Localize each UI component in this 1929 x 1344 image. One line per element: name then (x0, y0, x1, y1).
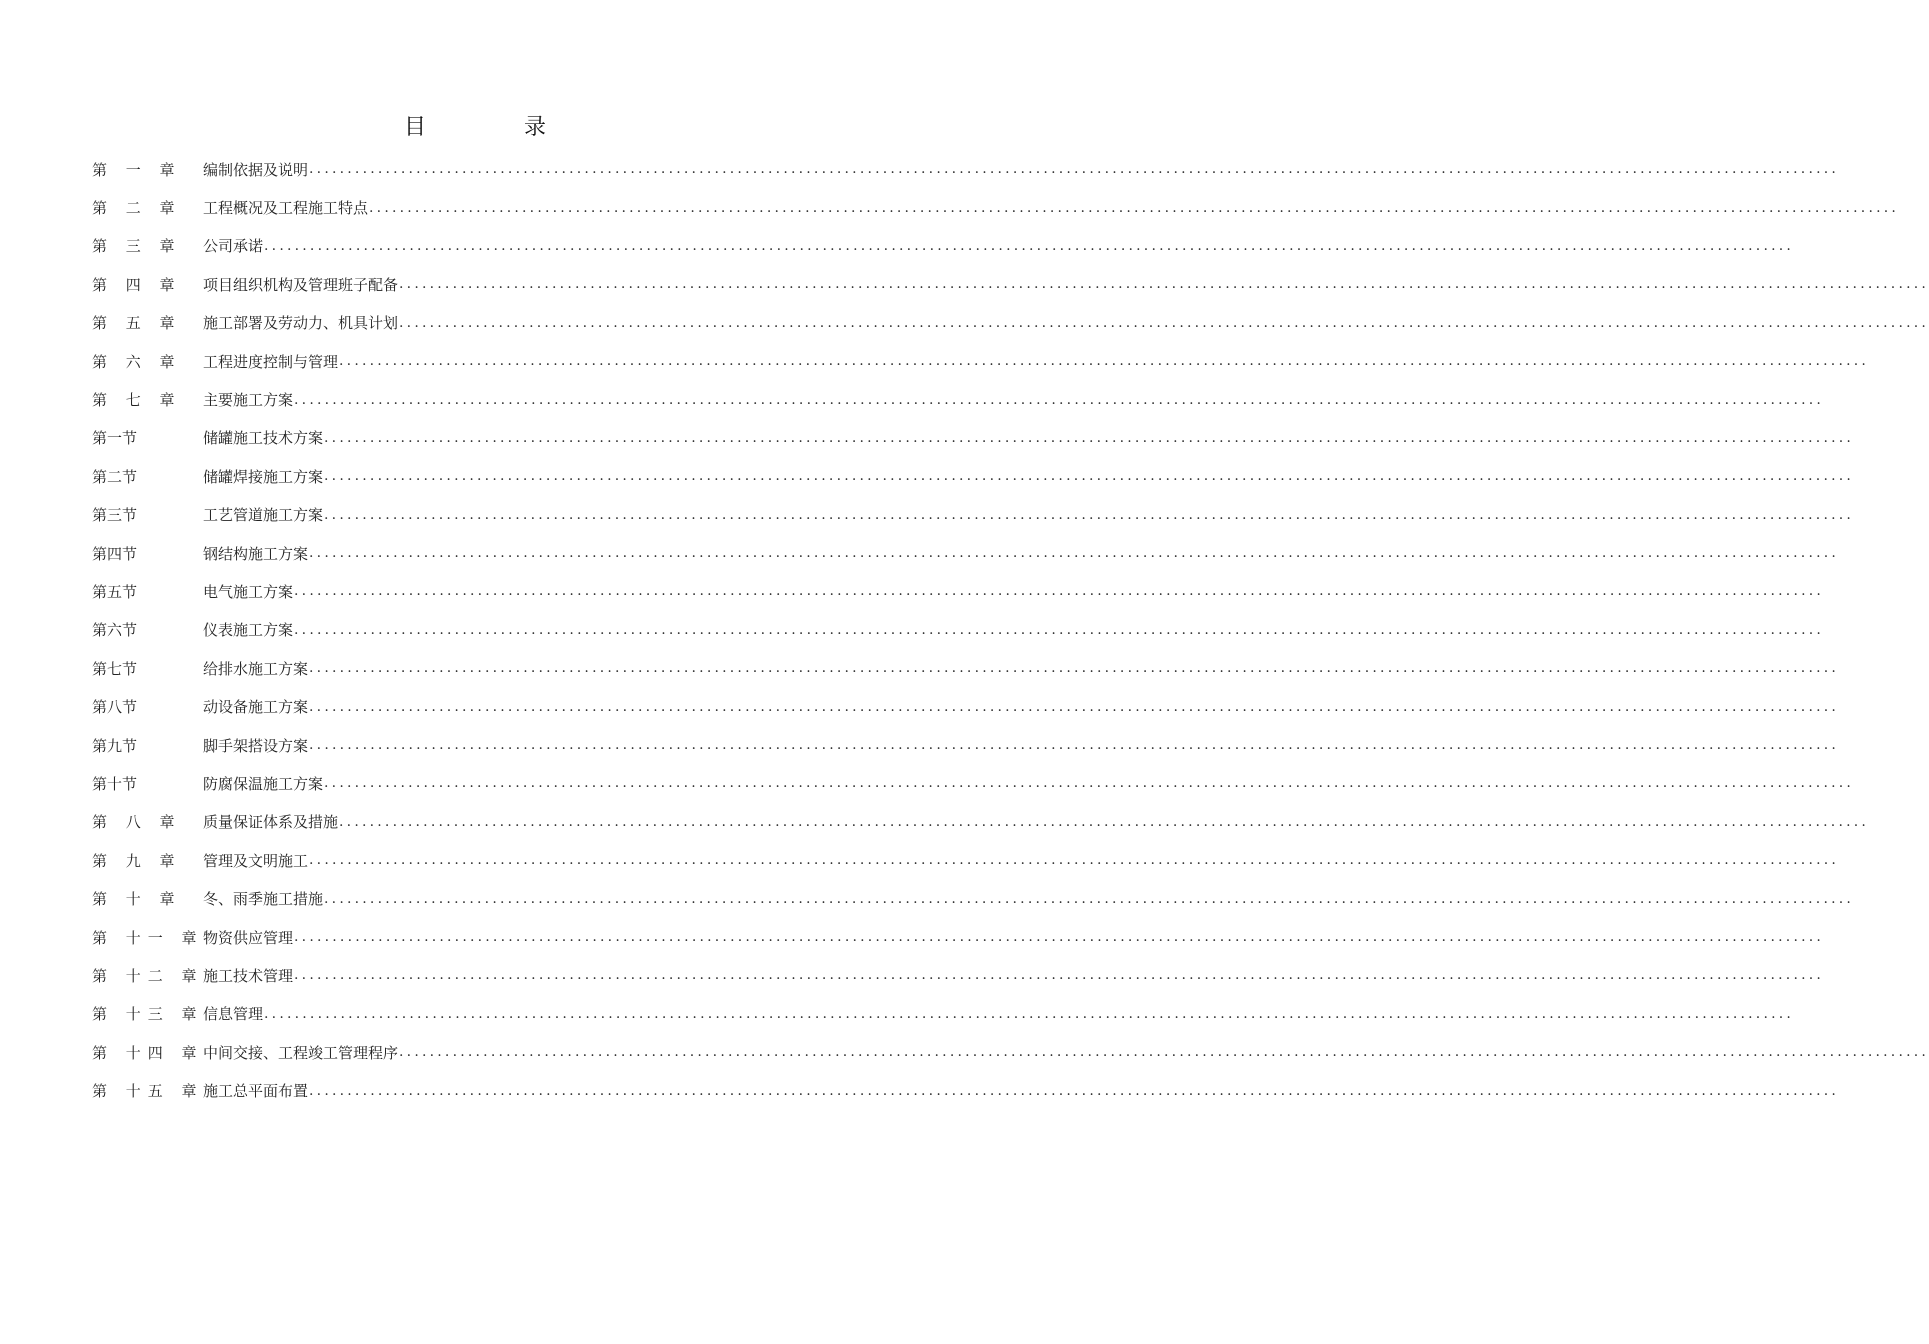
toc-heading: 质量保证体系及措施 (203, 813, 339, 832)
toc-chapter-label: 第 十 章 (92, 890, 182, 909)
toc-chapter-label: 第 六 章 (92, 352, 182, 371)
table-of-contents (92, 150, 1929, 1110)
toc-chapter-label: 第 七 章 (92, 391, 182, 410)
toc-chapter-label: 第 三 章 (92, 237, 182, 256)
toc-entry[interactable] (92, 918, 1825, 956)
toc-dot-leader: ........................................................................................................................................................................................................ (399, 314, 1929, 331)
toc-heading: 信息管理 (203, 1005, 264, 1024)
toc-entry[interactable] (92, 227, 1795, 265)
toc-section-label: 第十节 (92, 774, 138, 793)
toc-dot-leader: ........................................................................................................................................................................................................ (339, 353, 1870, 370)
toc-heading: 工艺管道施工方案 (203, 506, 324, 525)
toc-dot-leader: ........................................................................................................................................................................................................ (264, 237, 1795, 254)
toc-dot-leader: ........................................................................................................................................................................................................ (309, 161, 1840, 178)
toc-entry[interactable] (92, 150, 1840, 188)
toc-dot-leader: ........................................................................................................................................................................................................ (324, 468, 1855, 485)
toc-heading: 储罐施工技术方案 (203, 429, 324, 448)
toc-dot-leader: ........................................................................................................................................................................................................ (324, 775, 1855, 792)
toc-dot-leader: ........................................................................................................................................................................................................ (294, 967, 1825, 984)
toc-heading: 公司承诺 (203, 237, 264, 256)
toc-heading: 编制依据及说明 (203, 160, 309, 179)
toc-section-label: 第七节 (92, 659, 138, 678)
toc-dot-leader: ........................................................................................................................................................................................................ (309, 698, 1840, 715)
toc-entry[interactable] (92, 726, 1840, 764)
toc-entry[interactable] (92, 380, 1825, 418)
toc-chapter-label: 第 十三 章 (92, 1005, 204, 1024)
toc-heading: 中间交接、工程竣工管理程序 (203, 1043, 399, 1062)
toc-chapter-label: 第 五 章 (92, 314, 182, 333)
toc-entry[interactable] (92, 764, 1855, 802)
toc-section-label: 第八节 (92, 698, 138, 717)
toc-entry[interactable] (92, 687, 1840, 725)
toc-dot-leader: ........................................................................................................................................................................................................ (309, 545, 1840, 562)
toc-dot-leader: ........................................................................................................................................................................................................ (294, 929, 1825, 945)
toc-dot-leader: ........................................................................................................................................................................................................ (399, 1044, 1929, 1061)
toc-entry[interactable] (92, 534, 1840, 572)
toc-dot-leader: ........................................................................................................................................................................................................ (399, 276, 1929, 293)
toc-chapter-label: 第 九 章 (92, 851, 182, 870)
toc-entry[interactable] (92, 611, 1825, 649)
toc-heading: 工程概况及工程施工特点 (203, 199, 369, 218)
toc-dot-leader: ........................................................................................................................................................................................................ (264, 1005, 1795, 1022)
toc-dot-leader: ........................................................................................................................................................................................................ (324, 506, 1855, 523)
toc-section-label: 第五节 (92, 582, 138, 601)
toc-dot-leader: ........................................................................................................................................................................................................ (309, 737, 1840, 754)
toc-section-label: 第九节 (92, 736, 138, 755)
toc-chapter-label: 第 一 章 (92, 160, 182, 179)
toc-entry[interactable] (92, 1033, 1929, 1071)
toc-heading: 给排水施工方案 (203, 659, 309, 678)
toc-entry[interactable] (92, 649, 1840, 687)
toc-heading: 脚手架搭设方案 (203, 736, 309, 755)
toc-entry[interactable] (92, 188, 1900, 226)
toc-heading: 钢结构施工方案 (203, 544, 309, 563)
toc-section-label: 第六节 (92, 621, 138, 640)
toc-heading: 施工总平面布置 (203, 1082, 309, 1101)
toc-heading: 施工技术管理 (203, 966, 294, 985)
toc-dot-leader: ........................................................................................................................................................................................................ (324, 429, 1855, 446)
toc-heading: 主要施工方案 (203, 391, 294, 410)
toc-entry[interactable] (92, 841, 1840, 879)
toc-heading: 项目组织机构及管理班子配备 (203, 275, 399, 294)
toc-heading: 管理及文明施工 (203, 851, 309, 870)
toc-chapter-label: 第 二 章 (92, 199, 182, 218)
toc-heading: 储罐焊接施工方案 (203, 467, 324, 486)
toc-entry[interactable] (92, 496, 1855, 534)
toc-entry[interactable] (92, 419, 1855, 457)
toc-heading: 施工部署及劳动力、机具计划 (203, 314, 399, 333)
toc-dot-leader: ........................................................................................................................................................................................................ (294, 621, 1825, 638)
toc-entry[interactable] (92, 304, 1929, 342)
toc-entry[interactable] (92, 1071, 1840, 1109)
toc-title: 目 录 (403, 115, 584, 140)
toc-section-label: 第三节 (92, 506, 138, 525)
toc-heading: 防腐保温施工方案 (203, 774, 324, 793)
toc-heading: 动设备施工方案 (203, 698, 309, 717)
toc-entry[interactable] (92, 956, 1825, 994)
toc-dot-leader: ........................................................................................................................................................................................................ (324, 890, 1855, 907)
toc-entry[interactable] (92, 995, 1795, 1033)
toc-chapter-label: 第 十二 章 (92, 966, 204, 985)
toc-entry[interactable] (92, 265, 1929, 303)
toc-dot-leader: ........................................................................................................................................................................................................ (309, 660, 1840, 677)
toc-entry[interactable] (92, 879, 1855, 917)
toc-heading: 电气施工方案 (203, 582, 294, 601)
toc-dot-leader: ........................................................................................................................................................................................................ (309, 852, 1840, 869)
toc-chapter-label: 第 十一 章 (92, 928, 204, 947)
toc-entry[interactable] (92, 457, 1855, 495)
toc-heading: 仪表施工方案 (203, 621, 294, 640)
toc-chapter-label: 第 八 章 (92, 813, 182, 832)
toc-entry[interactable] (92, 342, 1870, 380)
toc-entry[interactable] (92, 572, 1825, 610)
toc-heading: 工程进度控制与管理 (203, 352, 339, 371)
toc-section-label: 第四节 (92, 544, 138, 563)
toc-heading: 物资供应管理 (203, 928, 294, 947)
toc-chapter-label: 第 十四 章 (92, 1043, 204, 1062)
toc-section-label: 第一节 (92, 429, 138, 448)
toc-chapter-label: 第 十五 章 (92, 1082, 204, 1101)
toc-dot-leader: ........................................................................................................................................................................................................ (339, 813, 1870, 830)
toc-dot-leader: ........................................................................................................................................................................................................ (294, 391, 1825, 408)
toc-dot-leader: ........................................................................................................................................................................................................ (309, 1082, 1840, 1099)
toc-dot-leader: ........................................................................................................................................................................................................ (294, 583, 1825, 600)
toc-section-label: 第二节 (92, 467, 138, 486)
toc-heading: 冬、雨季施工措施 (203, 890, 324, 909)
toc-chapter-label: 第 四 章 (92, 275, 182, 294)
toc-entry[interactable] (92, 803, 1870, 841)
toc-dot-leader: ........................................................................................................................................................................................................ (369, 199, 1900, 216)
